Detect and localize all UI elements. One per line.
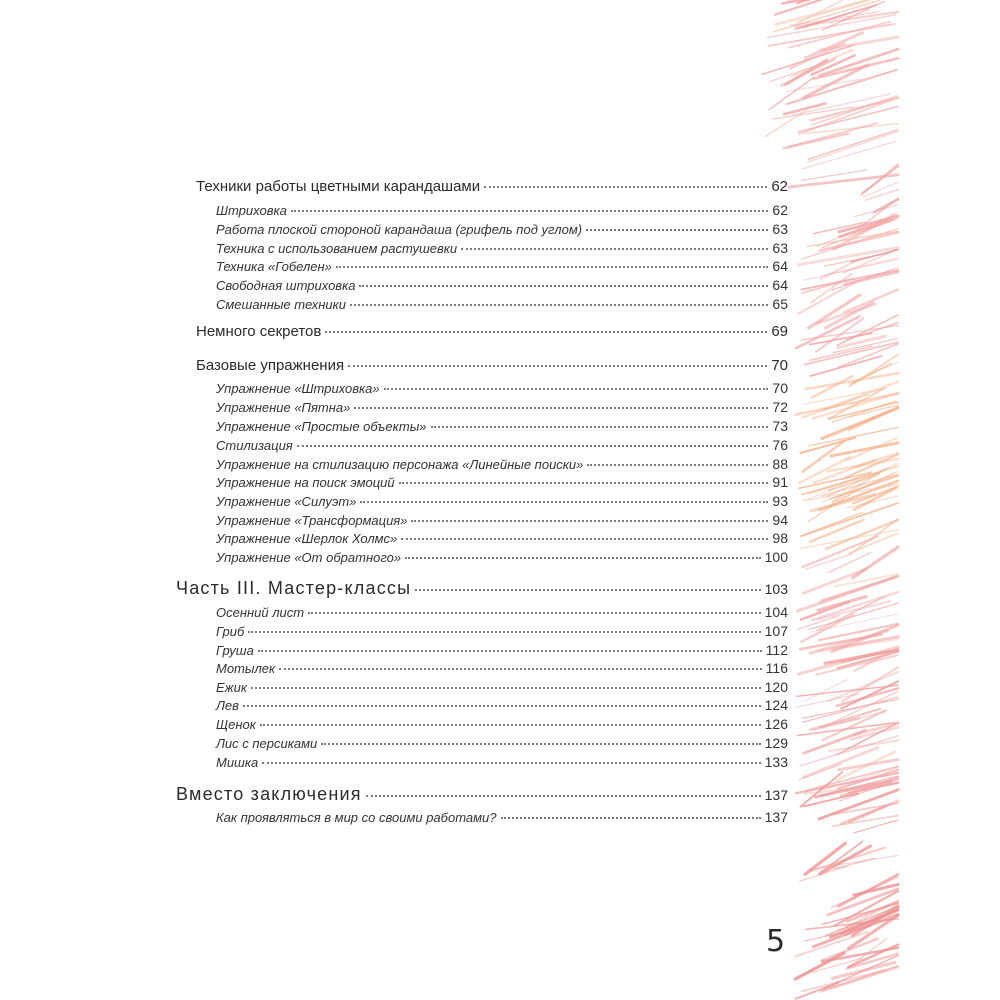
pencil-stroke xyxy=(803,794,858,807)
toc-dot-leader xyxy=(411,520,768,522)
toc-entry-page: 93 xyxy=(772,493,788,509)
toc-entry-title: Упражнение на стилизацию персонажа «Линейные поиски» xyxy=(216,457,584,472)
toc-entry-page: 116 xyxy=(765,660,788,676)
toc-entry-page: 62 xyxy=(771,178,788,195)
toc-dot-leader xyxy=(291,210,769,212)
toc-entry-page: 63 xyxy=(772,240,788,256)
toc-entry-page: 126 xyxy=(764,716,788,732)
toc-entry xyxy=(216,277,788,293)
toc-entry-page: 124 xyxy=(764,697,788,713)
toc-dot-leader xyxy=(297,445,769,447)
toc-entry-title: Ежик xyxy=(216,680,247,695)
toc-entry xyxy=(176,784,788,805)
toc-entry-title: Упражнение «Штриховка» xyxy=(216,381,380,396)
toc-dot-leader xyxy=(248,631,760,633)
toc-entry-page: 103 xyxy=(764,581,788,597)
toc-dot-leader xyxy=(348,365,767,367)
pencil-stroke xyxy=(832,816,898,827)
toc-entry xyxy=(216,202,788,218)
toc-dot-leader xyxy=(262,762,760,764)
toc-entry xyxy=(216,456,788,472)
pencil-scribble-decoration xyxy=(740,0,900,1000)
toc-dot-leader xyxy=(325,331,767,333)
toc-entry-title: Вместо заключения xyxy=(176,784,362,804)
toc-entry-title: Упражнение «Пятна» xyxy=(216,400,351,415)
toc-entry-title: Щенок xyxy=(216,717,256,732)
toc-dot-leader xyxy=(260,724,761,726)
toc-dot-leader xyxy=(279,668,762,670)
toc-entry-page: 133 xyxy=(764,754,788,770)
pencil-stroke xyxy=(799,282,856,313)
pencil-stroke xyxy=(820,846,871,874)
toc-entry xyxy=(216,642,788,658)
toc-entry xyxy=(216,380,788,396)
toc-entry-page: 72 xyxy=(772,399,788,415)
toc-dot-leader xyxy=(321,743,760,745)
toc-entry-title: Упражнение «Силуэт» xyxy=(216,494,357,509)
toc-entry xyxy=(216,697,788,713)
toc-dot-leader xyxy=(258,650,762,652)
toc-entry-page: 88 xyxy=(772,456,788,472)
toc-entry xyxy=(216,399,788,415)
toc-entry-page: 62 xyxy=(772,202,788,218)
toc-entry xyxy=(216,221,788,237)
toc-entry xyxy=(216,623,788,639)
toc-entry-title: Лев xyxy=(216,698,239,713)
toc-entry-title: Техника «Гобелен» xyxy=(216,259,332,274)
toc-entry xyxy=(196,178,788,195)
pencil-stroke xyxy=(789,175,898,187)
toc-entry xyxy=(216,258,788,274)
pencil-stroke xyxy=(798,576,898,611)
toc-entry xyxy=(216,296,788,312)
toc-dot-leader xyxy=(399,482,769,484)
toc-dot-leader xyxy=(350,304,768,306)
toc-entry-page: 104 xyxy=(764,604,788,620)
toc-entry-title: Лис с персиками xyxy=(216,736,318,751)
pencil-stroke xyxy=(802,970,884,991)
toc-dot-leader xyxy=(243,705,761,707)
toc-entry-page: 98 xyxy=(772,530,788,546)
toc-entry-page: 129 xyxy=(764,735,788,751)
toc-entry-page: 100 xyxy=(764,549,788,565)
pencil-stroke xyxy=(848,411,891,428)
pencil-stroke xyxy=(805,124,898,134)
toc-entry xyxy=(216,754,788,770)
pencil-stroke xyxy=(862,166,898,193)
toc-entry-title: Штриховка xyxy=(216,203,287,218)
toc-dot-leader xyxy=(354,407,768,409)
toc-entry-title: Базовые упражнения xyxy=(196,357,345,374)
toc-entry-title: Техники работы цветными карандашами xyxy=(196,178,481,195)
toc-entry-page: 69 xyxy=(771,323,788,340)
toc-entry-page: 94 xyxy=(772,512,788,528)
toc-entry xyxy=(216,418,788,434)
toc-dot-leader xyxy=(384,388,769,390)
toc-entry-title: Гриб xyxy=(216,624,245,639)
toc-entry-page: 137 xyxy=(764,787,788,803)
pencil-stroke xyxy=(802,270,899,289)
toc-entry-page: 73 xyxy=(772,418,788,434)
toc-entry xyxy=(216,512,788,528)
pencil-stroke xyxy=(866,190,898,201)
toc-entry-page: 137 xyxy=(764,809,788,825)
toc-entry-title: Техника с использованием растушевки xyxy=(216,241,458,256)
pencil-stroke xyxy=(801,503,898,536)
toc-entry-page: 120 xyxy=(764,679,788,695)
pencil-stroke xyxy=(808,132,898,162)
toc-entry xyxy=(216,716,788,732)
toc-entry xyxy=(196,323,788,340)
toc-dot-leader xyxy=(401,538,768,540)
toc-dot-leader xyxy=(431,426,769,428)
toc-entry-title: Упражнение «Простые объекты» xyxy=(216,419,427,434)
toc-entry xyxy=(176,578,788,599)
toc-dot-leader xyxy=(461,248,768,250)
toc-entry-page: 70 xyxy=(772,380,788,396)
toc-entry-title: Груша xyxy=(216,643,254,658)
toc-entry-title: Мишка xyxy=(216,755,259,770)
pencil-stroke xyxy=(853,547,898,578)
toc-dot-leader xyxy=(501,817,761,819)
toc-dot-leader xyxy=(336,266,769,268)
toc-entry-page: 65 xyxy=(772,296,788,312)
toc-entry xyxy=(216,735,788,751)
toc-entry-title: Работа плоской стороной карандаша (грифель под углом) xyxy=(216,222,583,237)
toc-entry xyxy=(216,660,788,676)
toc-entry-title: Упражнение «Шерлок Холмс» xyxy=(216,531,398,546)
toc-entry xyxy=(216,240,788,256)
toc-entry xyxy=(216,809,788,825)
toc-dot-leader xyxy=(251,687,761,689)
toc-entry xyxy=(216,549,788,565)
toc-entry-page: 64 xyxy=(772,277,788,293)
toc-dot-leader xyxy=(366,795,761,797)
toc-entry-title: Как проявляться в мир со своими работами? xyxy=(216,810,497,825)
toc-entry xyxy=(216,604,788,620)
toc-entry-page: 64 xyxy=(772,258,788,274)
toc-dot-leader xyxy=(308,612,761,614)
toc-dot-leader xyxy=(484,186,767,188)
toc-entry-title: Упражнение «От обратного» xyxy=(216,550,402,565)
toc-entry-page: 76 xyxy=(772,437,788,453)
toc-dot-leader xyxy=(415,589,760,591)
toc-entry-title: Свободная штриховка xyxy=(216,278,356,293)
toc-entry-title: Смешанные техники xyxy=(216,297,347,312)
toc-entry-page: 63 xyxy=(772,221,788,237)
toc-dot-leader xyxy=(360,501,768,503)
toc-entry-title: Упражнение на поиск эмоций xyxy=(216,475,395,490)
pencil-stroke xyxy=(784,134,848,149)
toc-entry xyxy=(216,437,788,453)
pencil-stroke xyxy=(826,303,873,328)
toc-entry-title: Немного секретов xyxy=(196,323,322,340)
toc-entry-page: 70 xyxy=(771,357,788,374)
toc-entry-title: Часть III. Мастер-классы xyxy=(176,578,412,598)
toc-dot-leader xyxy=(359,285,768,287)
pencil-stroke xyxy=(796,685,898,696)
toc-entry-page: 91 xyxy=(772,474,788,490)
page-number: 5 xyxy=(766,924,786,959)
toc-entry xyxy=(216,530,788,546)
toc-entry xyxy=(216,493,788,509)
toc-entry-title: Стилизация xyxy=(216,438,293,453)
toc-entry-title: Упражнение «Трансформация» xyxy=(216,513,408,528)
toc-entry xyxy=(196,357,788,374)
toc-dot-leader xyxy=(405,557,761,559)
toc-entry xyxy=(216,679,788,695)
pencil-stroke xyxy=(851,364,891,385)
toc-entry xyxy=(216,474,788,490)
toc-entry-title: Осенний лист xyxy=(216,605,305,620)
toc-entry-page: 107 xyxy=(764,623,788,639)
toc-entry-page: 112 xyxy=(765,642,788,658)
toc-entry-title: Мотылек xyxy=(216,661,276,676)
